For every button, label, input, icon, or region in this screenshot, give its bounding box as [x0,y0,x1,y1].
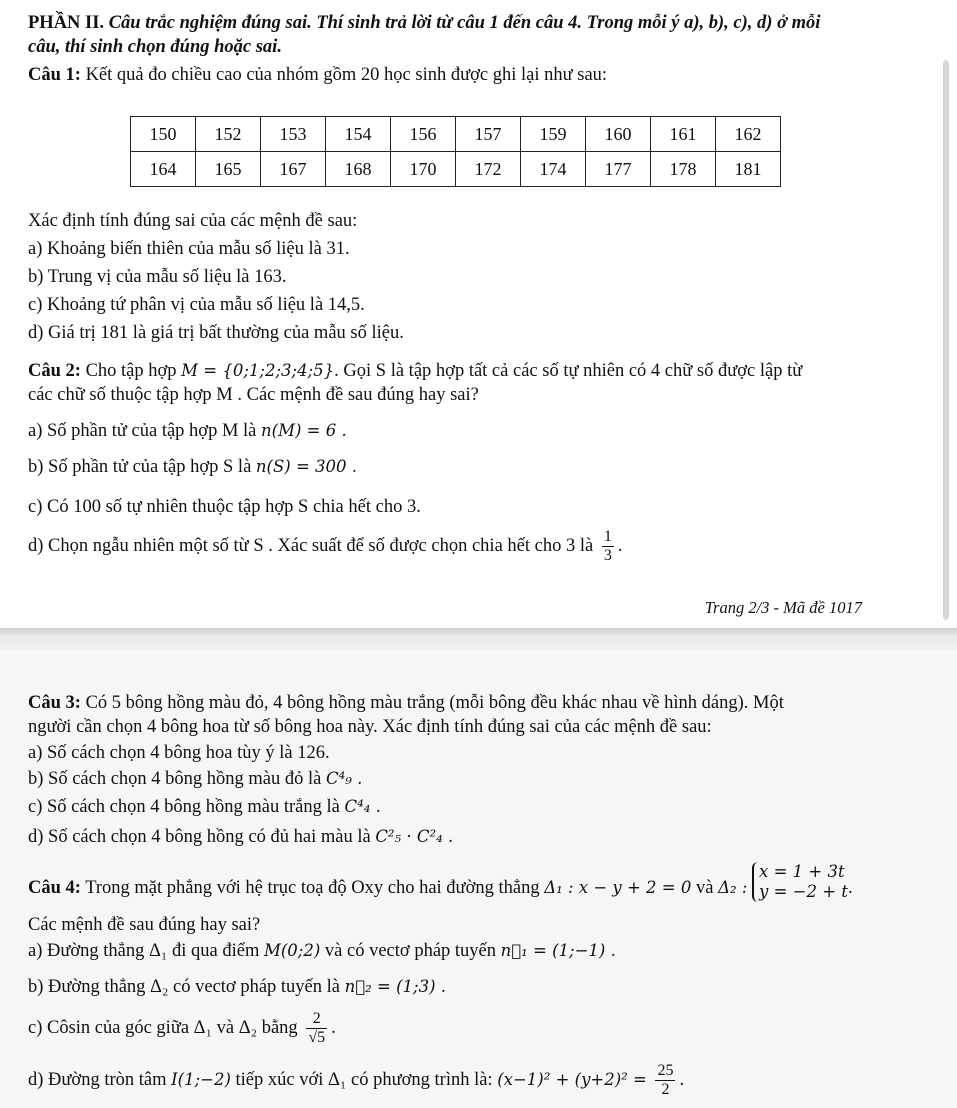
q4-d-text: d) Đường tròn tâm [28,1070,167,1090]
q4-line1-equation: Δ₁ : x − y + 2 = 0 [544,877,692,897]
q4-d-numerator: 25 [657,1062,674,1080]
table-cell: 159 [521,117,586,152]
scrollbar[interactable] [943,60,949,620]
table-cell: 174 [521,152,586,187]
q4-a-text: a) Đường thẳng Δ₁ đi qua điểm [28,941,260,961]
q2-b-expression: n(S) = 300 . [255,457,358,476]
q1-stem [28,64,929,86]
table-cell: 181 [716,152,781,187]
q2-option-d [28,528,929,565]
q2-d-text: d) Chọn ngẫu nhiên một số từ S . Xác suất để số được chọn chia hết cho 3 là [28,535,594,556]
table-cell: 150 [131,117,196,152]
table-row [131,117,781,152]
q4-d-denominator: 2 [661,1081,670,1099]
table-cell: 156 [391,117,456,152]
q4-text: Trong mặt phẳng với hệ trục toạ độ Oxy cho hai đường thẳng [85,877,540,898]
table-cell: 157 [456,117,521,152]
q2-a-expression: n(M) = 6 . [261,421,347,440]
table-cell: 172 [456,152,521,187]
q4-b-vector: n⃗₂ = (1;3) . [344,977,447,996]
q2-b-text: b) Số phần tử của tập hợp S là [28,457,252,477]
part-instruction-1: Câu trắc nghiệm đúng sai. Thí sinh trả lời từ câu 1 đến câu 4. Trong mỗi ý a), b), c), d) ở mỗi [108,13,821,33]
table-cell: 161 [651,117,716,152]
q3-line1: Có 5 bông hồng màu đỏ, 4 bông hồng màu trắng (mỗi bông đều khác nhau về hình dáng). Một [85,693,784,713]
q4-c-fraction [306,1010,327,1047]
table-cell: 164 [131,152,196,187]
q3-option-c [28,796,929,818]
q4-option-b [28,976,929,998]
table-cell: 170 [391,152,456,187]
q4-system-end: . [847,877,853,898]
q4-line2-system [752,862,848,915]
page-3-top [0,650,957,1108]
q3-c-expression: C⁴₄ . [344,797,381,816]
q2-option-a [28,420,929,442]
q4-label: Câu 4: [28,877,81,898]
q4-a-mid: và có vectơ pháp tuyến [324,941,497,961]
part-header-line1 [28,12,929,34]
q3-option-d [28,826,929,848]
q2-option-c: c) Có 100 số tự nhiên thuộc tập hợp S chia hết cho 3. [28,497,421,517]
q1-option-a: a) Khoảng biến thiên của mẫu số liệu là 31. [28,239,350,259]
q1-text: Kết quả đo chiều cao của nhóm gồm 20 học sinh được ghi lại như sau: [85,65,608,85]
q2-d-denominator: 3 [603,547,612,564]
q3-option-b [28,768,929,790]
table-cell: 162 [716,117,781,152]
q4-option-d [28,1058,929,1102]
q4-line2-name: Δ₂ : [718,877,748,897]
q4-c-numerator: 2 [306,1010,327,1029]
q3-b-expression: C⁴₉ . [326,769,363,788]
table-cell: 167 [261,152,326,187]
q4-system-eq1: x = 1 + 3t [759,862,845,881]
q4-a-point: M(0;2) [263,941,321,960]
table-cell: 153 [261,117,326,152]
q3-option-a: a) Số cách chọn 4 bông hoa tùy ý là 126. [28,743,330,763]
table-cell: 154 [326,117,391,152]
page-separator [0,628,957,650]
q2-line2: các chữ số thuộc tập hợp M . Các mệnh đề sau đúng hay sai? [28,385,479,405]
q4-option-c [28,1006,929,1050]
q4-d-center: I(1;−2) [171,1070,231,1089]
q2-label: Câu 2: [28,361,81,381]
q4-d-fraction [655,1062,675,1099]
table-row [131,152,781,187]
q4-c-denominator: √5 [308,1029,326,1047]
q3-label: Câu 3: [28,693,81,713]
table-cell: 177 [586,152,651,187]
q2-text-after: . Gọi S là tập hợp tất cả các số tự nhiên có 4 chữ số được lập từ [334,361,803,381]
page-footer: Trang 2/3 - Mã đề 1017 [704,598,862,617]
q4-stem [28,862,929,908]
table-cell: 165 [196,152,261,187]
part-instruction-2: câu, thí sinh chọn đúng hoặc sai. [28,37,282,57]
q3-c-text: c) Số cách chọn 4 bông hồng màu trắng là [28,797,340,817]
q1-option-b: b) Trung vị của mẫu số liệu là 163. [28,267,287,287]
q4-d-equation: (x−1)² + (y+2)² = [497,1070,647,1089]
q1-option-c: c) Khoảng tứ phân vị của mẫu số liệu là 14,5. [28,295,365,315]
q4-d-mid: tiếp xúc với Δ₁ có phương trình là: [235,1070,493,1090]
q3-d-text: d) Số cách chọn 4 bông hồng có đủ hai màu là [28,827,371,847]
table-cell: 168 [326,152,391,187]
q2-d-fraction [602,528,614,565]
q4-c-end: . [331,1018,336,1038]
table-cell: 152 [196,117,261,152]
q4-prompt: Các mệnh đề sau đúng hay sai? [28,915,261,935]
q2-stem [28,360,929,382]
q4-a-vector: n⃗₁ = (1;−1) . [500,941,616,960]
q1-label: Câu 1: [28,65,81,85]
q3-d-expression: C²₅ · C²₄ . [375,827,454,846]
q2-d-end: . [617,535,623,556]
height-data-table [130,116,781,187]
part-title: PHẦN II. [28,13,109,33]
q2-option-b [28,456,929,478]
q2-set-expression: M = {0;1;2;3;4;5} [181,361,335,380]
q4-c-text: c) Côsin của góc giữa Δ₁ và Δ₂ bằng [28,1018,298,1038]
q2-d-numerator: 1 [603,528,612,545]
q1-option-d: d) Giá trị 181 là giá trị bất thường của mẫu số liệu. [28,323,404,343]
table-cell: 160 [586,117,651,152]
q3-b-text: b) Số cách chọn 4 bông hồng màu đỏ là [28,769,322,789]
q2-text-before: Cho tập hợp [85,361,177,381]
q3-stem [28,692,929,714]
q4-d-end: . [679,1070,685,1090]
q4-system-eq2: y = −2 + t [759,882,848,901]
q4-and: và [695,877,714,898]
table-cell: 178 [651,152,716,187]
q1-prompt: Xác định tính đúng sai của các mệnh đề sau: [28,211,358,231]
q4-option-a [28,940,929,962]
q4-b-text: b) Đường thẳng Δ₂ có vectơ pháp tuyến là [28,977,340,997]
q2-a-text: a) Số phần tử của tập hợp M là [28,421,257,441]
q3-line2: người cần chọn 4 bông hoa từ số bông hoa này. Xác định tính đúng sai của các mệnh đề sau: [28,717,712,737]
